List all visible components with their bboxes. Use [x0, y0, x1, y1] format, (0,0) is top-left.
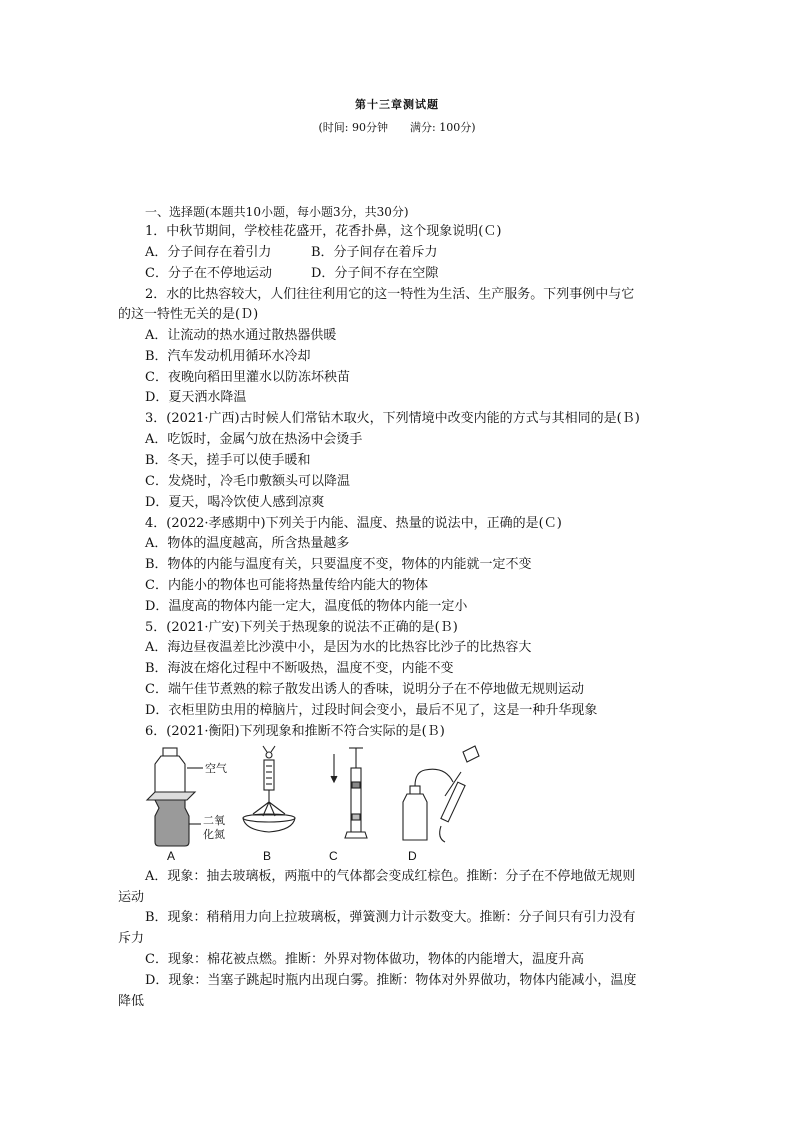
label-no2-line1: 二氧: [203, 814, 225, 827]
q6-figure-svg: [145, 742, 505, 864]
figure-c-fire-piston: [331, 748, 367, 838]
q6-option-a-line2: 运动: [118, 890, 145, 905]
q1-option-c: C．分子在不停地运动: [145, 266, 272, 281]
figure-b-spring-scale: [243, 746, 295, 832]
q4-stem: 4．(2022·孝感期中)下列关于内能、温度、热量的说法中，正确的是(Ｃ): [145, 516, 562, 531]
q5-option-a: A．海边昼夜温差比沙漠中小，是因为水的比热容比沙子的比热容大: [145, 640, 532, 655]
page-subtitle: (时间: 90分钟 满分: 100分): [318, 121, 476, 134]
q5-option-b: B．海波在熔化过程中不断吸热，温度不变，内能不变: [145, 661, 454, 676]
q3-option-a: A．吃饭时，金属勺放在热汤中会烫手: [145, 432, 363, 447]
figure-label-d: D: [408, 849, 417, 863]
q4-option-b: B．物体的内能与温度有关，只要温度不变，物体的内能就一定不变: [145, 557, 532, 572]
q1-stem: 1．中秋节期间，学校桂花盛开，花香扑鼻，这个现象说明(Ｃ): [145, 224, 502, 239]
q3-option-c: C．发烧时，冷毛巾敷额头可以降温: [145, 474, 350, 489]
q1-option-a: A．分子间存在着引力: [145, 245, 272, 260]
q2-option-b: B．汽车发动机用循环水冷却: [145, 349, 311, 364]
section-heading: 一、选择题(本题共10小题，每小题3分，共30分): [145, 205, 409, 219]
q4-option-c: C．内能小的物体也可能将热量传给内能大的物体: [145, 578, 428, 593]
q6-option-b-line2: 斥力: [118, 931, 145, 946]
figure-label-a: A: [167, 849, 176, 863]
q5-option-d: D．衣柜里防虫用的樟脑片，过段时间会变小，最后不见了，这是一种升华现象: [145, 703, 598, 718]
q2-stem-line2: 的这一特性无关的是(Ｄ): [118, 307, 259, 322]
q5-stem: 5．(2021·广安)下列关于热现象的说法不正确的是(Ｂ): [145, 620, 458, 635]
q6-stem: 6．(2021·衡阳)下列现象和推断不符合实际的是(Ｂ): [145, 724, 445, 739]
q2-option-c: C．夜晚向稻田里灌水以防冻坏秧苗: [145, 370, 350, 385]
q3-stem: 3．(2021·广西)古时候人们常钻木取火，下列情境中改变内能的方式与其相同的是(Ｂ): [145, 411, 640, 426]
figure-d-flask-pump: [403, 746, 479, 842]
q6-figures: [145, 742, 505, 864]
figure-a-bottles: [147, 748, 203, 846]
q1-option-b: B．分子间存在着斥力: [311, 245, 438, 260]
q5-option-c: C．端午佳节煮熟的粽子散发出诱人的香味，说明分子在不停地做无规则运动: [145, 682, 584, 697]
q6-option-b-line1: B．现象：稍稍用力向上拉玻璃板，弹簧测力计示数变大。推断：分子间只有引力没有: [145, 910, 636, 925]
q2-stem-line1: 2．水的比热容较大，人们往往利用它的这一特性为生活、生产服务。下列事例中与它: [145, 287, 635, 302]
figure-label-c: C: [329, 849, 338, 863]
q3-option-b: B．冬天，搓手可以使手暖和: [145, 453, 311, 468]
q1-option-d: D．分子间不存在空隙: [311, 266, 439, 281]
q2-option-d: D．夏天洒水降温: [145, 390, 247, 405]
q6-option-a-line1: A．现象：抽去玻璃板，两瓶中的气体都会变成红棕色。推断：分子在不停地做无规则: [145, 869, 636, 884]
page-title: 第十三章测试题: [355, 98, 439, 111]
q4-option-a: A．物体的温度越高，所含热量越多: [145, 536, 350, 551]
figure-label-b: B: [263, 849, 272, 863]
q6-option-c: C．现象：棉花被点燃。推断：外界对物体做功，物体的内能增大，温度升高: [145, 952, 584, 967]
q6-option-d-line1: D．现象：当塞子跳起时瓶内出现白雾。推断：物体对外界做功，物体内能减小，温度: [145, 973, 637, 988]
q3-option-d: D．夏天，喝冷饮使人感到凉爽: [145, 495, 325, 510]
q6-option-d-line2: 降低: [118, 994, 145, 1009]
q2-option-a: A．让流动的热水通过散热器供暖: [145, 328, 337, 343]
q4-option-d: D．温度高的物体内能一定大，温度低的物体内能一定小: [145, 599, 468, 614]
label-air: 空气: [205, 762, 227, 775]
label-no2-line2: 化氮: [203, 828, 225, 841]
